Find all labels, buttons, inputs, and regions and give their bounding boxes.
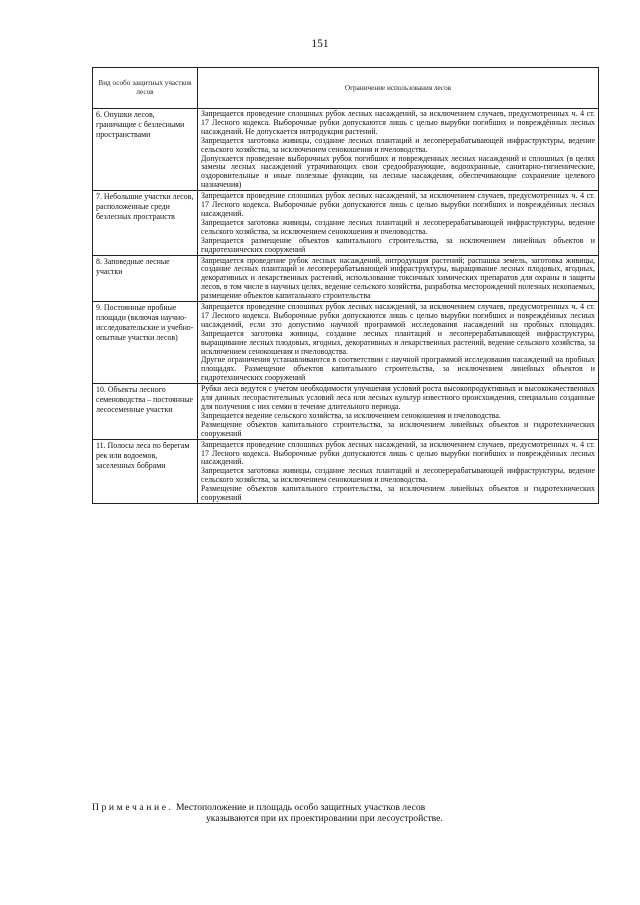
page-number: 151 bbox=[311, 38, 329, 50]
table-row bbox=[93, 191, 599, 255]
header-area-kind: Вид особо защитных участков лесов bbox=[93, 68, 198, 109]
area-kind-cell: 8. Заповедные лесные участки bbox=[93, 255, 198, 302]
restriction-paragraph: Другие ограничения устанавливаются в соответствии с научной программой исследования насаждений на пробных площадях. Размещение объектов капитального строительства, за исключением линейных объектов и гидротехнических сооружений bbox=[201, 355, 595, 383]
restriction-paragraph: Запрещается ведение сельского хозяйства, за исключением сенокошения и пчеловодства. bbox=[201, 410, 501, 420]
note-text-line1: Местоположение и площадь особо защитных участков лесов bbox=[175, 802, 426, 813]
restriction-paragraph: Запрещается размещение объектов капитального строительства, за исключением линейных объектов и гидротехнических сооружений bbox=[201, 235, 595, 254]
table-header-row bbox=[93, 68, 599, 109]
area-kind-cell: 10. Объекты лесного семеноводства – постоянные лесосеменные участки bbox=[93, 384, 198, 439]
restriction-paragraph: Размещение объектов капитального строительства, за исключением линейных объектов и гидротехнических сооружений bbox=[201, 419, 595, 438]
table-row bbox=[93, 384, 599, 439]
restriction-paragraph: Запрещается проведение сплошных рубок лесных насаждений, за исключением случаев, предусмотренных ч. 4 ст. 17 Лесного кодекса. Выборочные рубки допускаются лишь с целью вырубки погибших и повреждённых лесных насаждений, если это допустимо научной программой исследования насаждений на пробных площадях. Запрещается заготовка живицы, создание лесных плантаций и лесоперерабатывающей инфраструктуры, выращивание лесных плодовых, ягодных, декоративных и лекарственных растений, ведение сельского хозяйства, за исключением сенокошения и пчеловодства. bbox=[201, 302, 595, 356]
restriction-paragraph: Допускается проведение выборочных рубок погибших и поврежденных лесных насаждений и сплошных (в целях замены лесных насаждений утрачивающих свои средообразующие, водоохранные, санитарно-гигиенические, оздоровительные и иные полезные функции, на лесные насаждения, обеспечивающие сохранение целевого назначения) bbox=[201, 153, 595, 190]
table-row bbox=[93, 109, 599, 191]
note-label: Примечание. bbox=[92, 802, 174, 813]
area-kind-cell: 11. Полосы леса по берегам рек или водоемов, заселенных бобрами bbox=[93, 439, 198, 503]
restrictions-cell bbox=[198, 109, 599, 191]
restriction-paragraph: Запрещается проведение сплошных рубок лесных насаждений, за исключением случаев, предусмотренных ч. 4 ст. 17 Лесного кодекса. Выборочные рубки допускаются лишь с целью вырубки погибших и повреждённых лесных насаждений. bbox=[201, 191, 595, 218]
note-text-line2: указываются при их проектировании при лесоустройстве. bbox=[206, 813, 443, 824]
restriction-paragraph: Рубки леса ведутся с учетом необходимости улучшения условий роста высокопродуктивных и высококачественных для данных лесорастительных условий леса или лесных культур известного происхождения, специально созданные для получения с них семян в течение длительного периода. bbox=[201, 384, 595, 411]
restrictions-cell bbox=[198, 191, 599, 255]
header-restrictions: Ограничение использования лесов bbox=[198, 68, 599, 109]
restriction-paragraph: Размещение объектов капитального строительства, за исключением линейных объектов и гидротехнических сооружений bbox=[201, 484, 595, 503]
area-kind-cell: 7. Небольшие участки лесов, расположенные среди безлесных пространств bbox=[93, 191, 198, 255]
table-row bbox=[93, 439, 599, 503]
restriction-paragraph: Запрещается проведение сплошных рубок лесных насаждений, за исключением случаев, предусмотренных ч. 4 ст. 17 Лесного кодекса. Выборочные рубки допускаются лишь с целью вырубки погибших и повреждённых лесных насаждений. Не допускается интродукция растений. bbox=[201, 109, 595, 136]
restrictions-cell bbox=[198, 302, 599, 384]
table-row bbox=[93, 255, 599, 302]
table-note bbox=[92, 802, 612, 824]
area-kind-cell: 6. Опушки лесов, граничащие с безлесными пространствами bbox=[93, 109, 198, 191]
restrictions-cell bbox=[198, 384, 599, 439]
restrictions-cell bbox=[198, 255, 599, 302]
restriction-paragraph: Запрещается заготовка живицы, создание лесных плантаций и лесоперерабатывающей инфраструктуры, ведение сельского хозяйства, за исключением сенокошения и пчеловодства. bbox=[201, 217, 595, 236]
restriction-paragraph: Запрещается проведение рубок лесных насаждений, интродукция растений; распашка земель, заготовка живицы, создание лесных плантаций и лесоперерабатывающей инфраструктуры, выращивание лесных плодовых, ягодных, декоративных и лекарственных растений, использование токсичных химических препаратов для охраны и защиты лесов, в том числе в научных целях, ведение сельского хозяйства, разработка месторождений полезных ископаемых, размещение объектов капитального строительства bbox=[201, 255, 595, 301]
table-row bbox=[93, 302, 599, 384]
protected-areas-table bbox=[92, 67, 599, 504]
restriction-paragraph: Запрещается заготовка живицы, создание лесных плантаций и лесоперерабатывающей инфраструктуры, ведение сельского хозяйства, за исключением сенокошения и пчеловодства. bbox=[201, 135, 595, 154]
restriction-paragraph: Запрещается заготовка живицы, создание лесных плантаций и лесоперерабатывающей инфраструктуры, ведение сельского хозяйства, за исключением сенокошения и пчеловодства. bbox=[201, 466, 595, 485]
area-kind-cell: 9. Постоянные пробные площади (включая научно-исследовательские и учебно-опытные участки лесов) bbox=[93, 302, 198, 384]
restriction-paragraph: Запрещается проведение сплошных рубок лесных насаждений, за исключением случаев, предусмотренных ч. 4 ст. 17 Лесного кодекса. Выборочные рубки допускаются лишь с целью вырубки погибших и повреждённых лесных насаждений. bbox=[201, 439, 595, 467]
restrictions-cell bbox=[198, 439, 599, 503]
